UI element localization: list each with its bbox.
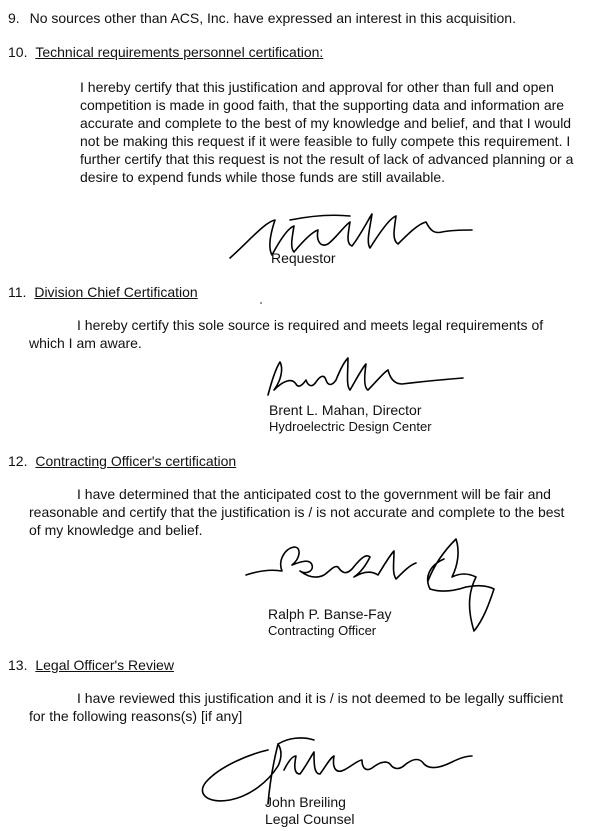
item-12-body-line: reasonable and certify that the justification is / is not accurate and complete to the best — [29, 504, 565, 520]
item-10-body-line: not be making this request if it were feasible to fully compete this requirement. I — [80, 133, 571, 149]
item-11-number: 11. — [8, 284, 27, 300]
item-11-signer-name: Brent L. Mahan, Director — [269, 402, 422, 418]
item-12-signer-name: Ralph P. Banse-Fay — [268, 606, 392, 622]
item-13-body — [29, 689, 599, 725]
item-11-body-line: I hereby certify this sole source is required and meets legal requirements of — [77, 317, 544, 333]
item-13-body-line: for the following reasons(s) [if any] — [29, 708, 243, 724]
item-10-body-line: accurate and complete to the best of my knowledge and belief, and that I would — [80, 115, 572, 131]
item-10-header — [8, 43, 323, 61]
item-13-number: 13. — [8, 657, 28, 673]
item-13-body-line: I have reviewed this justification and it is / is not deemed to be legally sufficient — [77, 690, 564, 706]
item-12-header — [8, 452, 236, 470]
item-13-signer-title: Legal Counsel — [265, 811, 355, 827]
item-10-body-line: further certify that this request is not the result of lack of advanced planning or a — [80, 151, 574, 167]
item-11-body — [29, 316, 589, 352]
item-12-heading: Contracting Officer's certification — [35, 453, 237, 469]
item-11-header — [8, 283, 198, 301]
item-10-heading: Technical requirements personnel certification: — [35, 44, 324, 60]
item-9 — [8, 9, 516, 27]
item-11-signer-title: Hydroelectric Design Center — [269, 419, 432, 434]
requestor-signature — [220, 200, 480, 270]
item-10-body-line: competition is made in good faith, that the supporting data and information are — [80, 97, 565, 113]
item-12-body-line: of my knowledge and belief. — [29, 522, 203, 538]
item-10-body-line: I hereby certify that this justification and approval for other than full and open — [80, 79, 554, 95]
item-12-signer-title: Contracting Officer — [268, 623, 377, 638]
item-9-text: No sources other than ACS, Inc. have expressed an interest in this acquisition. — [29, 10, 516, 26]
item-10-body-line: desire to expend funds while those funds are still available. — [80, 169, 445, 185]
item-9-number: 9. — [8, 10, 20, 26]
item-10-signer-title: Requestor — [271, 250, 336, 266]
scan-speck — [260, 302, 262, 304]
item-11-body-line: which I am aware. — [29, 335, 142, 351]
item-12-body-line: I have determined that the anticipated cost to the government will be fair and — [77, 486, 551, 502]
item-12-number: 12. — [8, 453, 28, 469]
item-13-header — [8, 656, 174, 674]
item-10-body — [80, 78, 600, 186]
item-13-heading: Legal Officer's Review — [35, 657, 174, 673]
item-10-number: 10. — [8, 44, 28, 60]
item-12-body — [29, 485, 599, 539]
item-11-heading: Division Chief Certification — [34, 284, 198, 300]
division-chief-signature — [258, 350, 478, 405]
item-13-signer-name: John Breiling — [265, 794, 346, 810]
